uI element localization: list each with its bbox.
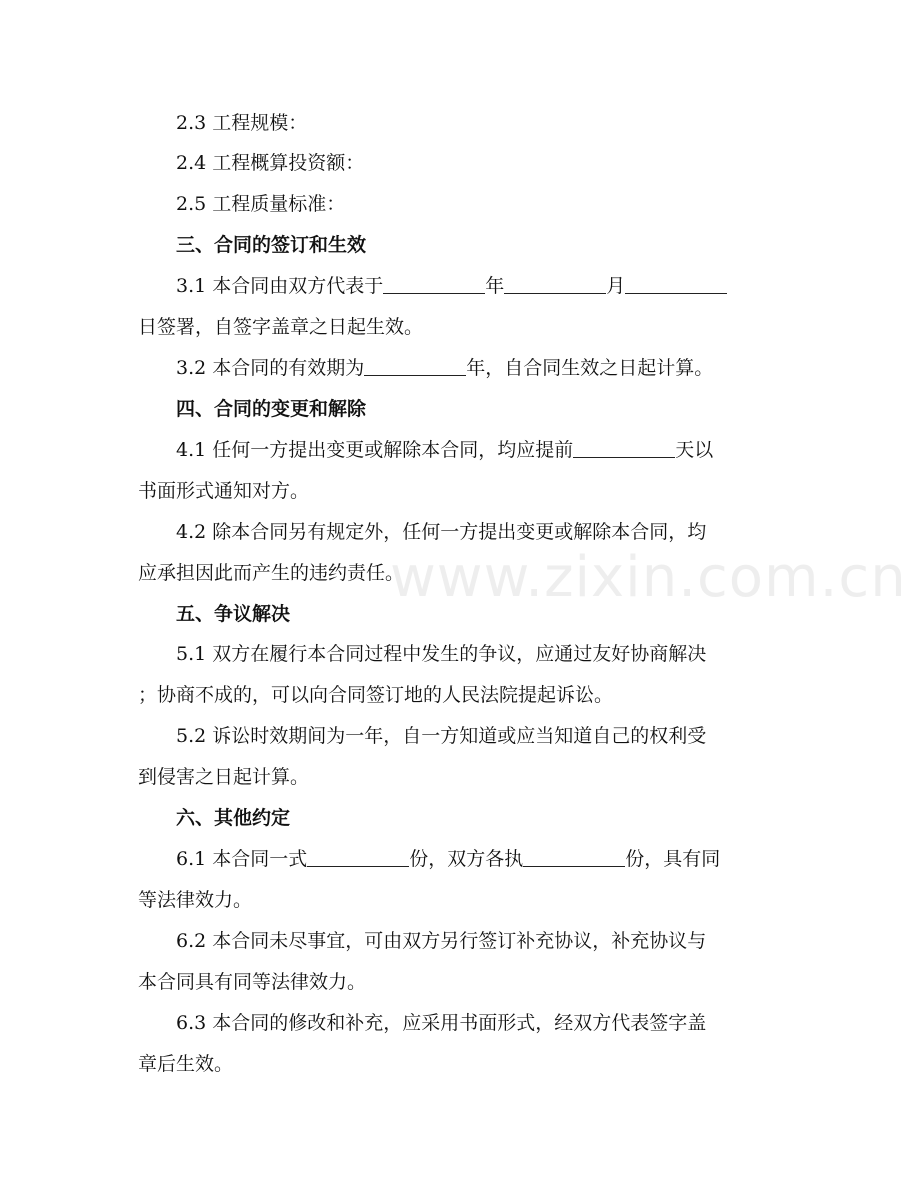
clause-2-5-text: 2.5 工程质量标准： [176,193,346,215]
clause-5-1 [138,634,770,716]
clause-6-2-text-a: 6.2 本合同未尽事宜，可由双方另行签订补充协议，补充协议与 [176,930,707,952]
clause-6-3 [138,1003,770,1085]
section-heading-5: 五、争议解决 [176,603,291,625]
clause-6-1-text-d: 等法律效力。 [138,889,253,911]
clause-5-2-text-b: 到侵害之日起计算。 [138,766,310,788]
clause-6-3-text-a: 6.3 本合同的修改和补充，应采用书面形式，经双方代表签字盖 [176,1012,707,1034]
blank-field [307,844,409,867]
blank-field [625,271,727,294]
clause-3-1 [138,266,770,348]
clause-4-1 [138,430,770,512]
clause-4-2 [138,512,770,594]
clause-6-2-text-b: 本合同具有同等法律效力。 [138,971,367,993]
clause-3-2 [138,348,770,389]
blank-field [504,271,606,294]
watermark: www.zixin.com.cn [390,545,907,610]
clause-6-2 [138,921,770,1003]
clause-4-1-text-a: 4.1 任何一方提出变更或解除本合同，均应提前 [176,439,574,461]
clause-4-2-text-b: 应承担因此而产生的违约责任。 [138,562,405,584]
clause-2-4-text: 2.4 工程概算投资额： [176,152,365,174]
clause-3-2-text-a: 3.2 本合同的有效期为 [176,357,365,379]
blank-field [364,353,466,376]
clause-6-1-text-a: 6.1 本合同一式 [176,848,308,870]
clause-2-3 [138,103,770,144]
clause-6-3-text-b: 章后生效。 [138,1053,234,1075]
clause-2-4 [138,143,770,184]
clause-6-1 [138,839,770,921]
clause-3-2-text-b: 年，自合同生效之日起计算。 [466,357,714,379]
clause-3-1-text-d: 日签署，自签字盖章之日起生效。 [138,316,424,338]
blank-field [523,844,625,867]
clause-5-2-text-a: 5.2 诉讼时效期间为一年，自一方知道或应当知道自己的权利受 [176,725,707,747]
clause-2-5 [138,184,770,225]
blank-field [573,435,675,458]
clause-2-3-text: 2.3 工程规模： [176,112,308,134]
clause-5-1-text-a: 5.1 双方在履行本合同过程中发生的争议，应通过友好协商解决 [176,643,707,665]
clause-4-2-text-a: 4.2 除本合同另有规定外，任何一方提出变更或解除本合同，均 [176,521,707,543]
blank-field [383,271,485,294]
clause-5-1-text-b: ；协商不成的，可以向合同签订地的人民法院提起诉讼。 [138,684,614,706]
section-heading-4: 四、合同的变更和解除 [176,398,367,420]
clause-6-1-text-c: 份，具有同 [625,848,721,870]
section-heading-3: 三、合同的签订和生效 [176,234,367,256]
clause-4-1-text-c: 书面形式通知对方。 [138,480,310,502]
clause-6-1-text-b: 份，双方各执 [409,848,524,870]
clause-3-1-text-b: 年 [485,275,505,297]
section-heading-6: 六、其他约定 [176,807,291,829]
clause-3-1-text-a: 3.1 本合同由双方代表于 [176,275,384,297]
clause-5-2 [138,716,770,798]
clause-3-1-text-c: 月 [606,275,626,297]
clause-4-1-text-b: 天以 [675,439,714,461]
